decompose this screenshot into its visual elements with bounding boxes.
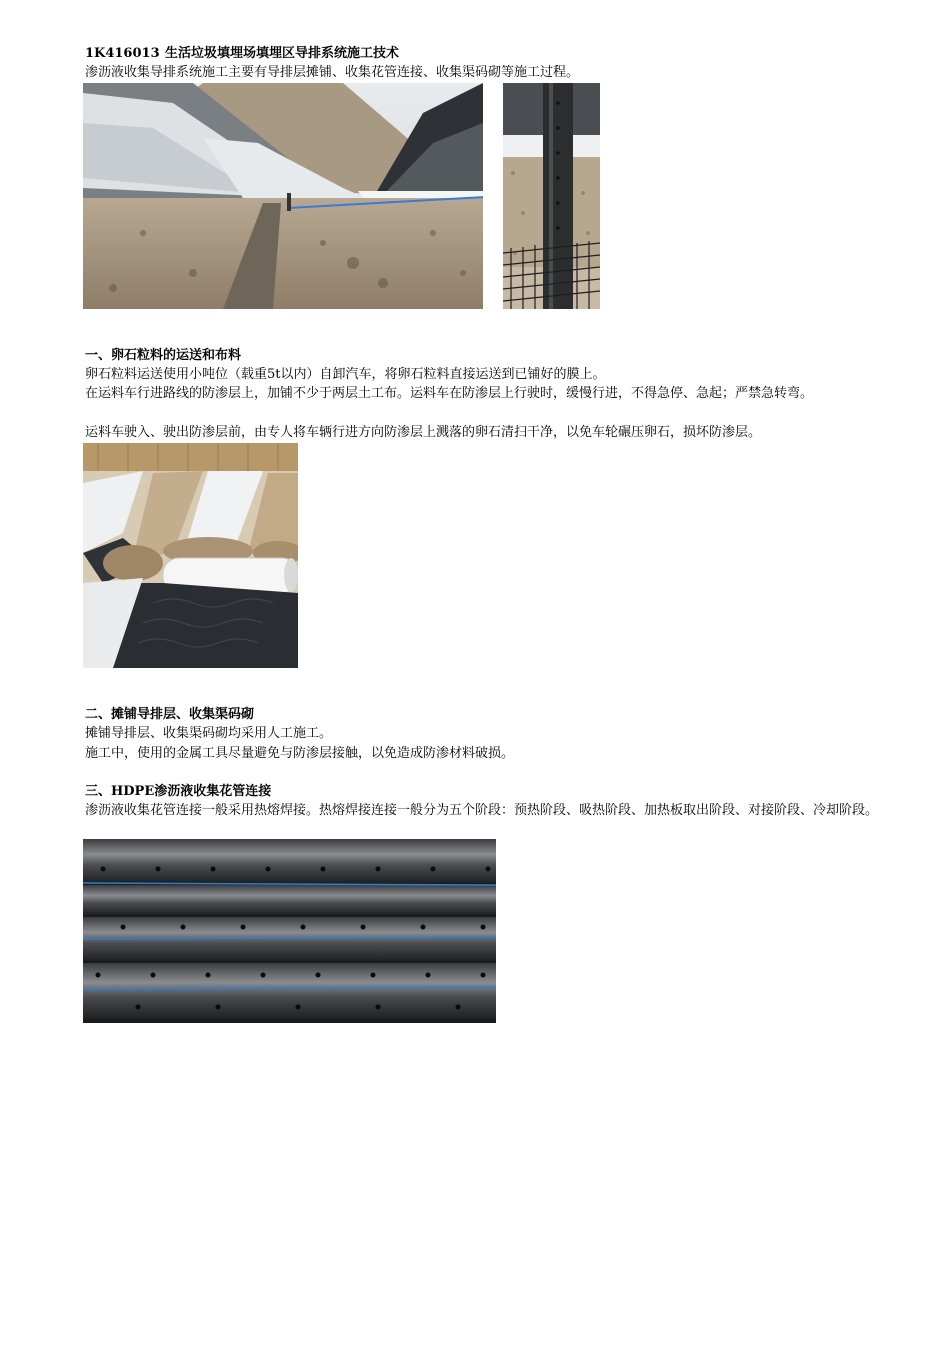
section-3-heading: 三、HDPE渗沥液收集花管连接 xyxy=(85,784,272,799)
section-2-paragraph-1: 摊铺导排层、收集渠码砌均采用人工施工。 xyxy=(85,726,333,741)
section-2-paragraph-2: 施工中，使用的金属工具尽量避免与防渗层接触，以免造成防渗材料破损。 xyxy=(85,746,515,761)
page-title: 生活垃圾填埋场填埋区导排系统施工技术 xyxy=(165,46,400,61)
section-1-heading: 一、卵石粒料的运送和布料 xyxy=(85,348,242,363)
perforated-pipe-photo xyxy=(503,83,600,309)
landfill-site-photo xyxy=(83,83,483,309)
intro-text: 渗沥液收集导排系统施工主要有导排层摊铺、收集花管连接、收集渠码砌等施工过程。 xyxy=(85,65,580,80)
section-1-paragraph-2: 在运料车行进路线的防渗层上，加铺不少于两层土工布。运料车在防渗层上行驶时，缓慢行进，不得急停、急起；严禁急转弯。 xyxy=(85,386,814,401)
section-3-paragraph-1: 渗沥液收集花管连接一般采用热熔焊接。热熔焊接连接一般分为五个阶段：预热阶段、吸热阶段、加热板取出阶段、对接阶段、冷却阶段。 xyxy=(85,803,879,818)
hdpe-pipes-photo xyxy=(83,839,496,1023)
section-1-paragraph-1: 卵石粒料运送使用小吨位（载重5t以内）自卸汽车，将卵石粒料直接运送到已铺好的膜上。 xyxy=(85,367,606,382)
section-1-paragraph-3: 运料车驶入、驶出防渗层前，由专人将车辆行进方向防渗层上溅落的卵石清扫干净，以免车轮碾压卵石，损坏防渗层。 xyxy=(85,425,762,440)
section-2-heading: 二、摊铺导排层、收集渠码砌 xyxy=(85,707,255,722)
section-code: 1K416013 xyxy=(85,46,160,61)
gravel-layer-photo xyxy=(83,443,298,668)
